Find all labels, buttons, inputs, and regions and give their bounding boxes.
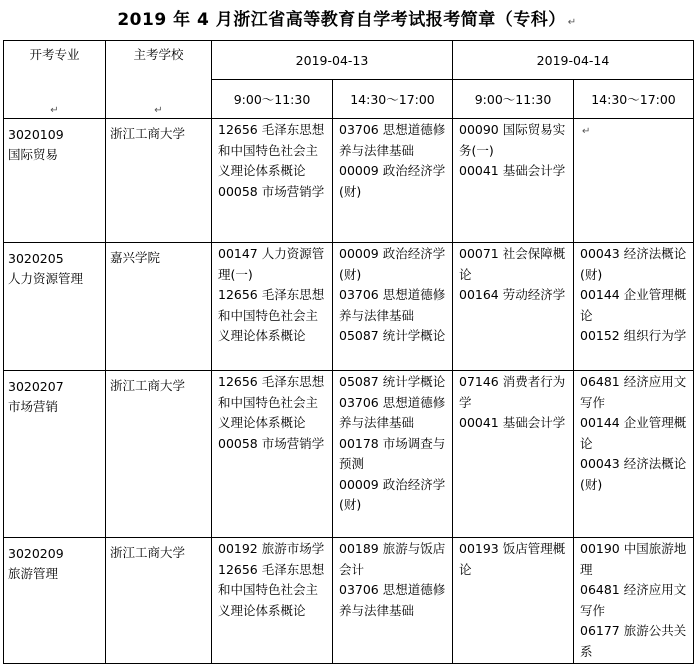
course-item: 12656 毛泽东思想和中国特色社会主义理论体系概论 xyxy=(218,374,325,430)
course-item: 00041 基础会计学 xyxy=(459,415,566,430)
course-item: 03706 思想道德修养与法律基础 xyxy=(339,287,446,323)
school-name: 浙江工商大学 xyxy=(110,378,186,393)
paragraph-mark-icon: ↵ xyxy=(582,126,591,137)
table-body xyxy=(4,119,694,664)
header-school xyxy=(106,41,212,119)
course-cell xyxy=(333,371,453,538)
table-row xyxy=(4,243,694,371)
course-item: 06177 旅游公共关系 xyxy=(580,623,687,659)
table-row xyxy=(4,538,694,664)
header-school-label: 主考学校 xyxy=(133,47,184,62)
course-cell xyxy=(333,538,453,664)
major-cell xyxy=(4,119,106,243)
course-item: 07146 消费者行为学 xyxy=(459,374,566,410)
school-name: 浙江工商大学 xyxy=(110,545,186,560)
course-item: 06481 经济应用文写作 xyxy=(580,374,687,410)
course-item: 00147 人力资源管理(一) xyxy=(218,246,325,282)
major-cell xyxy=(4,243,106,371)
course-cell xyxy=(453,538,574,664)
major-cell xyxy=(4,371,106,538)
course-item: 12656 毛泽东思想和中国特色社会主义理论体系概论 xyxy=(218,122,325,178)
course-item: 00190 中国旅游地理 xyxy=(580,541,687,577)
major-code: 3020209 xyxy=(8,546,64,561)
title-text: 2019 年 4 月浙江省高等教育自学考试报考简章（专科） xyxy=(117,10,566,30)
course-item: 00058 市场营销学 xyxy=(218,183,325,199)
course-cell xyxy=(574,371,694,538)
course-item: 12656 毛泽东思想和中国特色社会主义理论体系概论 xyxy=(218,561,325,618)
course-item: 00144 企业管理概论 xyxy=(580,415,687,451)
course-cell xyxy=(574,538,694,664)
paragraph-mark-icon: ↵ xyxy=(50,105,59,116)
major-code: 3020205 xyxy=(8,251,64,266)
course-item: 00189 旅游与饭店会计 xyxy=(339,541,446,577)
header-time-2: 14:30～17:00 xyxy=(333,80,453,119)
course-item: 00009 政治经济学(财) xyxy=(339,163,446,199)
course-cell xyxy=(453,243,574,371)
course-cell xyxy=(212,371,333,538)
course-item: 00041 基础会计学 xyxy=(459,163,566,178)
header-time-4: 14:30～17:00 xyxy=(574,80,694,119)
course-item: 00058 市场营销学 xyxy=(218,435,325,451)
school-cell xyxy=(106,243,212,371)
course-item: 03706 思想道德修养与法律基础 xyxy=(339,394,446,430)
exam-schedule-table xyxy=(3,40,694,664)
course-item: 06481 经济应用文写作 xyxy=(580,582,687,618)
course-cell xyxy=(574,119,694,243)
course-item: 00071 社会保障概论 xyxy=(459,246,566,282)
major-name: 国际贸易 xyxy=(8,147,59,162)
major-name: 人力资源管理 xyxy=(8,271,84,286)
course-item: 03706 思想道德修养与法律基础 xyxy=(339,122,446,158)
course-cell xyxy=(453,371,574,538)
course-item: 00152 组织行为学 xyxy=(580,328,687,343)
paragraph-mark-icon: ↵ xyxy=(567,17,577,28)
school-name: 嘉兴学院 xyxy=(110,250,161,265)
course-item: 00009 政治经济学(财) xyxy=(339,246,446,282)
major-code: 3020109 xyxy=(8,127,64,142)
header-time-3: 9:00～11:30 xyxy=(453,80,574,119)
header-major-label: 开考专业 xyxy=(29,47,80,62)
course-item: 00193 饭店管理概论 xyxy=(459,541,566,577)
school-cell xyxy=(106,119,212,243)
course-cell xyxy=(574,243,694,371)
course-item: 00090 国际贸易实务(一) xyxy=(459,122,566,158)
major-name: 市场营销 xyxy=(8,399,59,414)
header-date-1: 2019-04-13 xyxy=(212,41,453,80)
course-item: 05087 统计学概论 xyxy=(339,374,446,389)
course-item: 00144 企业管理概论 xyxy=(580,287,687,323)
table-row xyxy=(4,371,694,538)
course-item: 00192 旅游市场学 xyxy=(218,541,325,556)
course-item: 05087 统计学概论 xyxy=(339,328,446,343)
major-code: 3020207 xyxy=(8,379,64,394)
school-cell xyxy=(106,538,212,664)
course-item: 03706 思想道德修养与法律基础 xyxy=(339,582,446,618)
course-item: 00178 市场调查与预测 xyxy=(339,435,446,471)
course-cell xyxy=(212,538,333,664)
course-cell xyxy=(333,119,453,243)
course-item: 00043 经济法概论(财) xyxy=(580,246,687,282)
course-cell xyxy=(453,119,574,243)
course-cell xyxy=(212,243,333,371)
header-date-2: 2019-04-14 xyxy=(453,41,694,80)
paragraph-mark-icon: ↵ xyxy=(154,105,163,116)
course-item: 00043 经济法概论(财) xyxy=(580,456,687,492)
course-cell xyxy=(212,119,333,243)
major-name: 旅游管理 xyxy=(8,566,59,581)
course-item: 12656 毛泽东思想和中国特色社会主义理论体系概论 xyxy=(218,287,325,343)
page-title xyxy=(0,0,694,40)
table-row xyxy=(4,119,694,243)
header-major xyxy=(4,41,106,119)
course-item: 00164 劳动经济学 xyxy=(459,287,566,302)
school-name: 浙江工商大学 xyxy=(110,126,186,141)
major-cell xyxy=(4,538,106,664)
course-cell xyxy=(333,243,453,371)
course-item: 00009 政治经济学(财) xyxy=(339,476,446,512)
school-cell xyxy=(106,371,212,538)
header-time-1: 9:00～11:30 xyxy=(212,80,333,119)
header-row-dates xyxy=(4,41,694,80)
